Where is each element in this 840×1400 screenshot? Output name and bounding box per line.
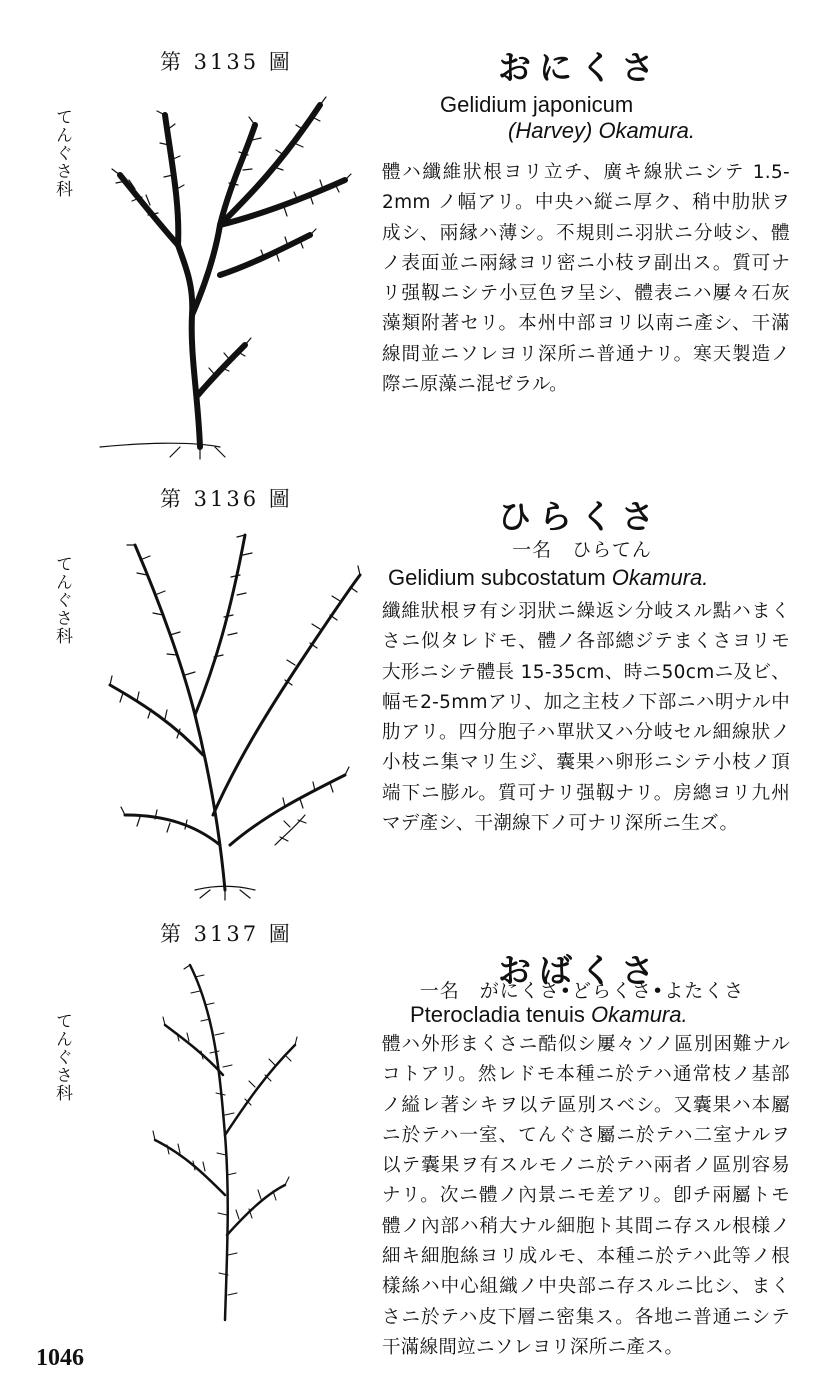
alternate-name: 一名 ひらてん	[512, 539, 652, 561]
japanese-name: おばくさ	[498, 951, 662, 990]
species-description: 體ハ外形まくさニ酷似シ屢々ソノ區別困難ナルコトアリ。然レドモ本種ニ於テハ通常枝ノ基部ノ縊レ著シキヲ以テ區別スベシ。又囊果ハ本屬ニ於テハ一室、てんぐさ屬ニ於テハ二室ナルヲ以テ囊果ヲ有スルモノニ於テハ兩者ノ區別容易ナリ。次ニ體ノ內景ニモ差アリ。卽チ兩屬トモ體ノ內部ハ稍大ナル細胞ト其間ニ存スル根様ノ細キ細胞絲ヨリ成ルモ、本種ニ於テハ此等ノ根樣絲ハ中心組織ノ中央部ニ存スルニ比シ、まくさニ於テハ皮下層ニ密集ス。各地ニ普通ニシテ干滿線間竝ニソレヨリ深所ニ產ス。	[382, 1034, 790, 1358]
authority: Okamura.	[611, 565, 709, 590]
figure-label: 第 3137 圖	[160, 922, 293, 946]
species-description: 纖維狀根ヲ有シ羽狀ニ繰返シ分岐スル點ハまくさニ似タレドモ、體ノ各部總ジテまくさヨリモ大形ニシテ體長 15-35cm、時ニ50cmニ及ビ、幅モ2-5mmアリ、加之主枝ノ下部ニハ明ナル中肋アリ。四分胞子ハ單狀又ハ分岐セル細線狀ノ小枝ニ集マリ生ジ、囊果ハ卵形ニシテ小枝ノ頂端下ニ膨ル。質可ナリ强靱ナリ。房總ヨリ九州マデ產シ、干潮線下ノ可ナリ深所ニ生ズ。	[382, 601, 790, 835]
seaweed-illustration	[95, 515, 370, 900]
scientific-name: Pterocladia tenuis	[410, 1002, 585, 1027]
scientific-name-line	[388, 565, 708, 591]
family-label: てんぐさ科	[52, 555, 72, 645]
species-description: 體ハ纖維狀根ヨリ立チ、廣キ線狀ニシテ 1.5-2mm ノ幅アリ。中央ハ縦ニ厚ク、稍中肋狀ヲ成シ、兩縁ハ薄シ。不規則ニ羽狀ニ分岐シ、體ノ表面並ニ兩縁ヨリ密ニ小枝ヲ副出ス。質可ナリ强靱ニシテ小豆色ヲ呈シ、體表ニハ屢々石灰藻類附著セリ。本州中部ヨリ以南ニ產シ、干滿線間並ニソレヨリ深所ニ普通ナリ。寒天製造ノ際ニ原藻ニ混ゼラル。	[382, 162, 790, 396]
page-number: 1046	[36, 1345, 84, 1371]
figure-label: 第 3135 圖	[160, 50, 293, 74]
authority: (Harvey) Okamura.	[508, 118, 696, 143]
scientific-name-line	[410, 1002, 688, 1028]
scientific-name: Gelidium subcostatum	[388, 565, 606, 590]
japanese-name: ひらくさ	[498, 497, 662, 536]
family-label: てんぐさ科	[52, 108, 72, 198]
figure-label: 第 3136 圖	[160, 487, 293, 511]
authority: Okamura.	[591, 1002, 688, 1027]
family-label: てんぐさ科	[52, 1012, 72, 1102]
seaweed-illustration	[80, 75, 370, 460]
seaweed-illustration	[135, 955, 315, 1325]
scientific-name: Gelidium japonicum	[440, 92, 634, 117]
alternate-name: 一名 がにくさ•どらくさ•よたくさ	[419, 980, 745, 1002]
japanese-name: おにくさ	[498, 48, 662, 87]
